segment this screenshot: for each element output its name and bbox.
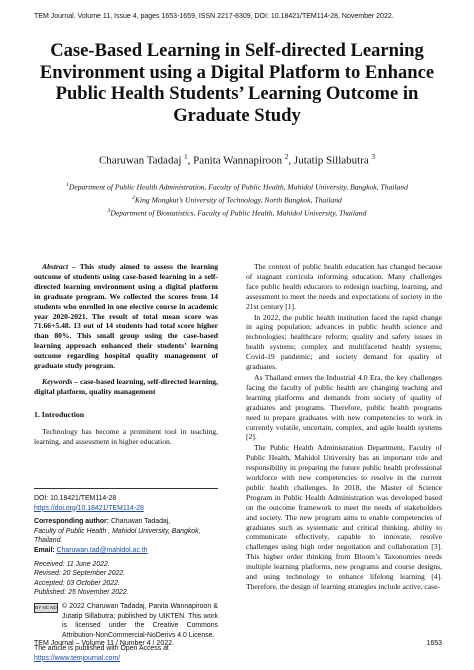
date-published — [34, 588, 218, 598]
affiliation-mark: 1 — [66, 182, 69, 188]
author-name: Charuwan Tadadaj — [98, 154, 182, 167]
author-affil-mark: 1 — [184, 153, 188, 161]
running-header: TEM Journal. Volume 11, Issue 4, pages 1653-1659, ISSN 2217-8309, DOI: 10.18421/TEM114-28, November 2022. — [34, 13, 394, 20]
date-label: Accepted: — [34, 579, 65, 587]
email-label: Email: — [34, 546, 55, 554]
date-revised — [34, 569, 218, 579]
affiliation-mark: 2 — [132, 194, 135, 201]
intro-paragraph: Technology has become a prominent tool in teaching, learning, and assessment in higher education. — [34, 426, 218, 446]
keywords-text: case-based learning, self-directed learning, digital platform, quality management — [34, 376, 218, 396]
open-access-text: The article is published with Open Access at — [34, 645, 169, 653]
keywords — [34, 377, 218, 397]
license-block — [34, 602, 218, 640]
date-value: 20 September 2022. — [62, 570, 126, 578]
date-label: Revised: — [34, 570, 61, 578]
date-value: 11 June 2022. — [66, 560, 110, 568]
corresponding-label: Corresponding author: — [34, 518, 110, 526]
affiliation-text: Department of Biostatistics, Faculty of Public Health, Mahidol University, Thailand — [110, 208, 367, 218]
author-list — [0, 153, 474, 167]
doi-label: DOI: 10.18421/TEM114-28 — [34, 495, 117, 502]
body-paragraph: The context of public health education has changed because of stagnant curricula informing education. Many challenges face public health educators to redesign teaching, learning, and assessment to meet the needs and expectations of society in the 21st century [1]. — [246, 262, 442, 311]
license-text: © 2022 Charuwan Tadadaj, Panita Wannapiroon & Jutatip Sillabutra; published by UIKTEN. This work is licensed under the Creative Commons Attribution-NonCommercial-NoDerivs 4.0 License. — [62, 602, 218, 639]
author-affil-mark: 2 — [284, 153, 289, 161]
right-column — [246, 262, 442, 592]
paper-title: Case-Based Learning in Self-directed Learning Environment using a Digital Platform to Enhance Public Health Students’ Learning Outcome in Graduate Study — [39, 40, 435, 126]
abstract-label: Abstract – — [42, 262, 76, 271]
corresponding-affiliation: Faculty of Public Health , Mahidol University, Bangkok, Thailand. — [34, 527, 201, 545]
email-link[interactable]: Charuwan.tad@mahidol.ac.th — [56, 546, 148, 554]
journal-link[interactable]: https://www.temjournal.com/ — [34, 654, 121, 662]
body-paragraph: In 2022, the public health institution faced the rapid change in aging population; advances in public health science and technologies; healthcare reform; quality and safety issues in health systems; complex and multifaceted health systems; Covid-19 pandemic; and society demand for quality of graduates. — [246, 312, 442, 372]
footer-journal: TEM Journal – Volume 11 / Number 4 / 2022. — [34, 640, 174, 647]
cc-license-icon: BY NC ND — [34, 603, 58, 613]
affiliation-text: Department of Public Health Administration, Faculty of Public Health, Mahidol University, Bangkok, Thailand — [68, 182, 408, 192]
author-separator: , — [288, 154, 294, 167]
affiliation — [40, 206, 434, 219]
article-metadata — [34, 488, 218, 664]
body-paragraph: As Thailand enters the Industrial 4.0 Era, the key challenges facing the faculty of public health are changing teaching and learning platforms and demands from society of quality of graduates and programs. Therefore, public health programs need to prepare graduates with new competencies to work in currently volatile, uncertain, complex, and agile health systems [2]. — [246, 372, 442, 442]
affiliation — [40, 180, 434, 193]
left-column — [34, 262, 218, 447]
date-received — [34, 560, 218, 570]
page-footer — [34, 640, 442, 647]
abstract-text: This study aimed to assess the learning outcome of students using case-based learning in a self-directed learning environment using a digital platform in graduate program. We collected the scores from 14 students who enrolled in one elective course in academic year 2020-2021. The result of total mean score was 71.66+5.48. 13 out of 14 students had total score higher than 80%. This small group using the case-based learning approach enhanced their students’ learning outcome regarding hospital quality management of graduate study program. — [34, 262, 218, 371]
body-paragraph: The Public Health Administration Department, Faculty of Public Health, Mahidol University has an important role and responsibility in preparing the future public health professional workforce with new competencies to resolve in the current public health challenges. In 2018, the Master of Science Program in Public Health Administration was developed based on the outcome framework to meet the needs of stakeholders and society. The new program aims to enable competencies of graduates such as systematic and critical thinking, ability to communicate effectively, capable to innovate, resolve challenges using high order negotiation and collaboration [3]. This higher order thinking from Bloom’s Taxonomies needs multiple learning platforms, new programs and course designs, and using technology to enhance lifelong learning [4]. Therefore, the design of learning strategies include active, case- — [246, 443, 442, 591]
date-label: Received: — [34, 560, 65, 568]
date-label: Published: — [34, 589, 67, 597]
affiliation-list — [40, 180, 434, 219]
date-accepted — [34, 579, 218, 589]
author-affil-mark: 3 — [371, 153, 376, 161]
abstract — [34, 262, 218, 371]
doi-link[interactable]: https://doi.org/10.18421/TEM114-28 — [34, 504, 144, 512]
affiliation-text: King Mongkut’s University of Technology, North Bangkok, Thailand — [134, 195, 342, 205]
keywords-label: Keywords – — [42, 376, 79, 386]
date-value: 03 October 2022. — [66, 579, 120, 587]
page-number: 1653 — [426, 640, 442, 647]
author-name: Jutatip Sillabutra — [293, 154, 369, 167]
author-separator: , — [187, 154, 194, 167]
affiliation-mark: 3 — [107, 207, 111, 214]
corresponding-name: Charuwan Tadadaj, — [110, 518, 171, 526]
section-heading: 1. Introduction — [34, 409, 85, 419]
author-name: Panita Wannapiroon — [193, 154, 283, 167]
date-value: 25 November 2022. — [68, 589, 129, 597]
affiliation — [40, 193, 434, 206]
